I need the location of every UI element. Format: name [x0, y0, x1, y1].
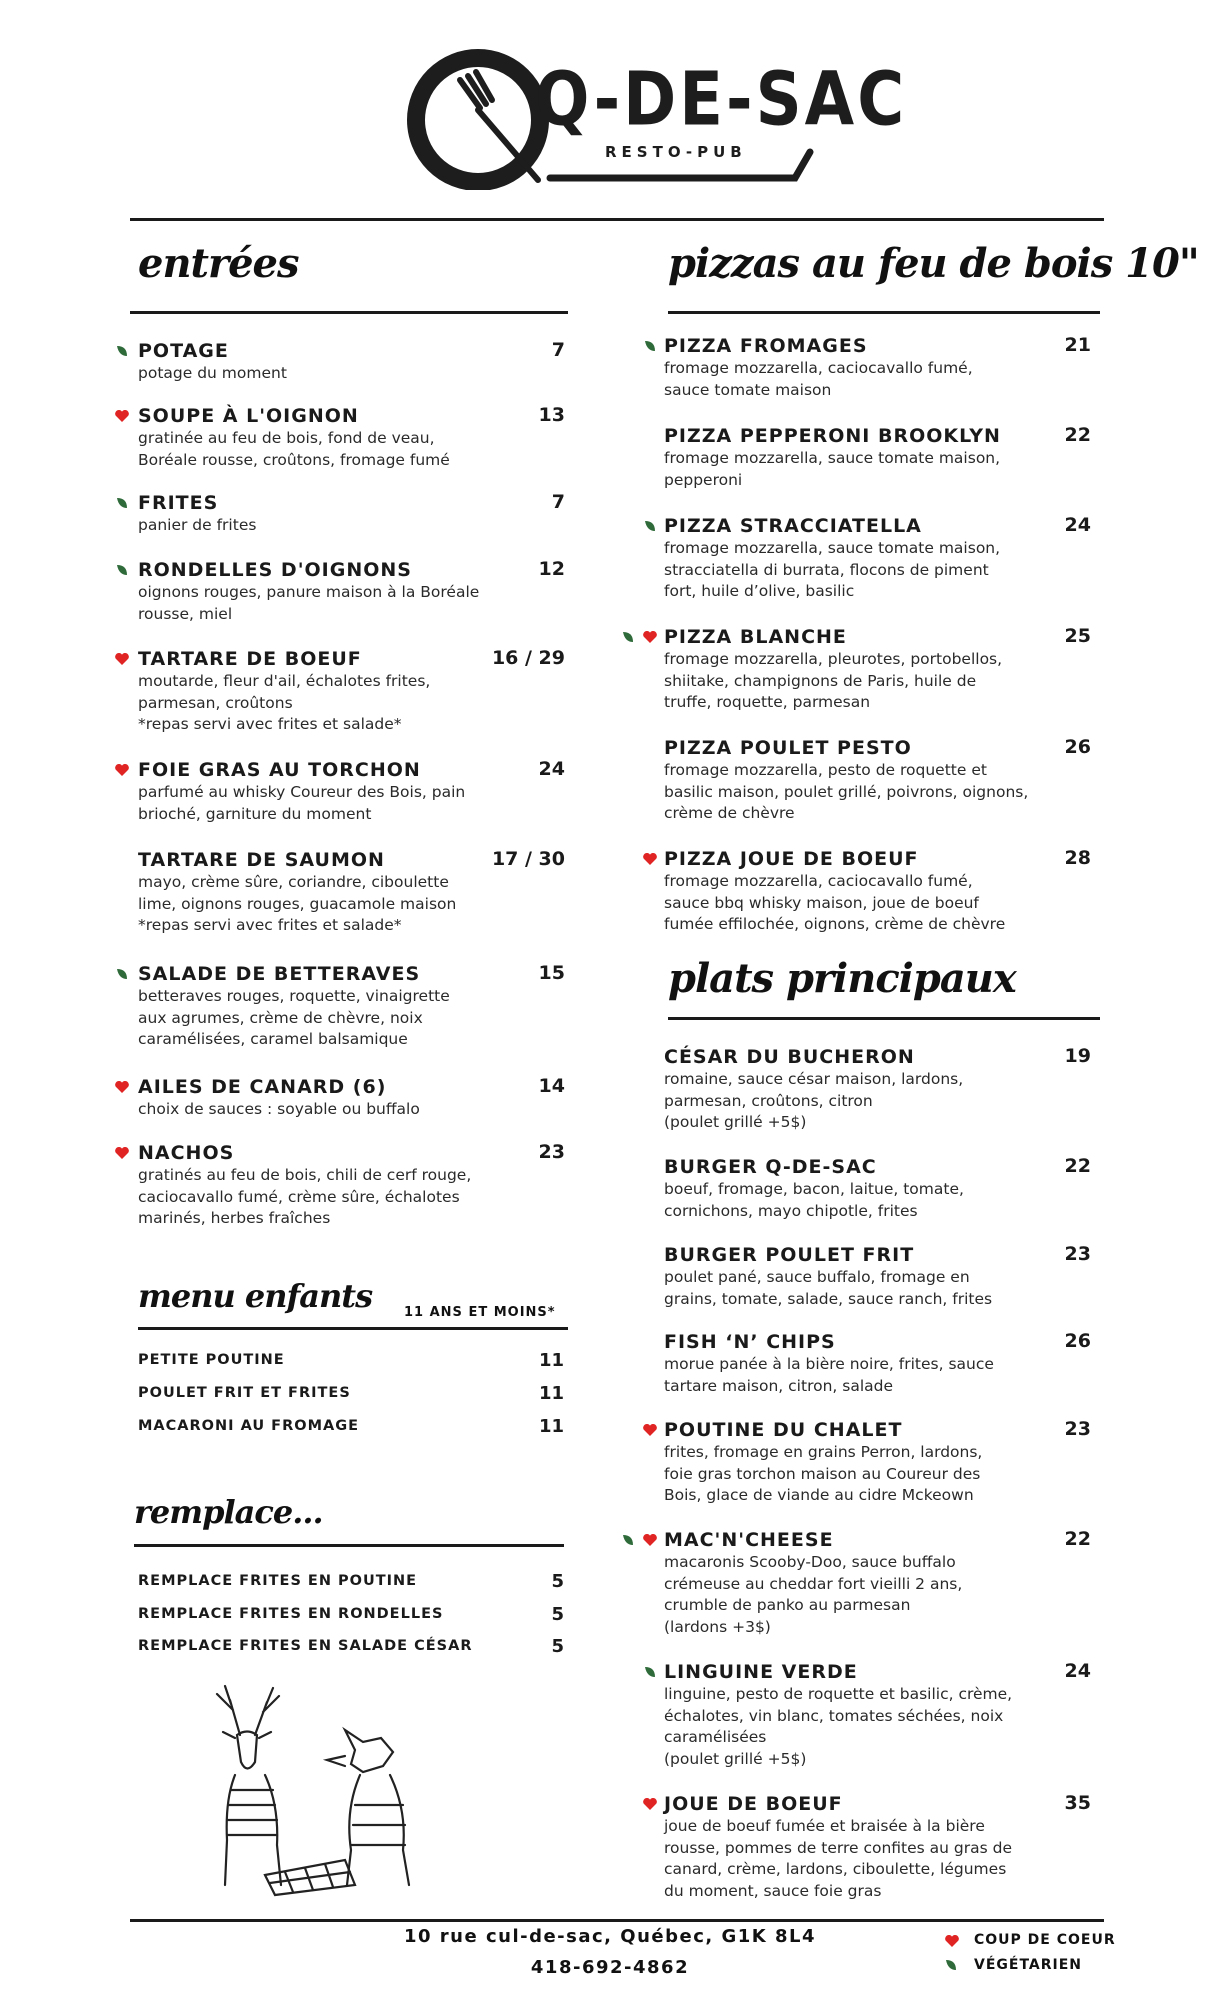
item-name: FRITES — [138, 492, 219, 514]
item-name: TARTARE DE SAUMON — [138, 849, 385, 871]
footer-divider — [130, 1919, 1104, 1922]
leaf-icon — [643, 339, 657, 353]
item-description: fromage mozzarella, sauce tomate maison, pepperoni — [664, 449, 1001, 489]
legend-heart-icon — [944, 1933, 960, 1949]
remplace-price: 5 — [551, 1604, 564, 1625]
plats-divider — [668, 1017, 1100, 1020]
item-price: 28 — [1064, 847, 1091, 869]
item-name: JOUE DE BOEUF — [664, 1793, 843, 1815]
item-description: frites, fromage en grains Perron, lardons, foie gras torchon maison au Coureur des Bois, glace de viande au cidre Mckeown — [664, 1443, 983, 1504]
item-description: fromage mozzarella, pleurotes, portobellos, shiitake, champignons de Paris, huile de truffe, roquette, parmesan — [664, 650, 1003, 711]
item-name: NACHOS — [138, 1142, 235, 1164]
item-description: morue panée à la bière noire, frites, sauce tartare maison, citron, salade — [664, 1355, 994, 1395]
leaf-icon — [115, 967, 129, 981]
item-price: 19 — [1064, 1045, 1091, 1067]
item-name: POTAGE — [138, 340, 229, 362]
item-description: oignons rouges, panure maison à la Boréale rousse, miel — [138, 583, 480, 623]
item-price: 23 — [538, 1141, 565, 1163]
leaf-icon — [115, 344, 129, 358]
heart-icon — [642, 851, 658, 867]
item-price: 7 — [551, 339, 565, 361]
heart-icon — [114, 651, 130, 667]
item-price: 21 — [1064, 334, 1091, 356]
item-description: fromage mozzarella, caciocavallo fumé, sauce tomate maison — [664, 359, 973, 399]
item-description: parfumé au whisky Coureur des Bois, pain brioché, garniture du moment — [138, 783, 466, 823]
item-price: 12 — [538, 558, 565, 580]
item-name: AILES DE CANARD (6) — [138, 1076, 387, 1098]
footer-phone: 418-692-4862 — [530, 1957, 690, 1978]
deer-wolf-illustration — [195, 1680, 425, 1900]
item-price: 25 — [1064, 625, 1091, 647]
item-price: 14 — [538, 1075, 565, 1097]
item-name: BURGER Q-DE-SAC — [664, 1156, 877, 1178]
item-price: 22 — [1064, 424, 1091, 446]
heart-icon — [642, 629, 658, 645]
legend-heart-label: COUP DE COEUR — [974, 1932, 1116, 1948]
leaf-icon — [115, 496, 129, 510]
item-name: FISH ‘N’ CHIPS — [664, 1331, 836, 1353]
heart-icon — [642, 1796, 658, 1812]
enfants-age-note: 11 ANS ET MOINS* — [404, 1305, 556, 1320]
item-description: fromage mozzarella, sauce tomate maison, stracciatella di burrata, flocons de piment fort, huile d’olive, basilic — [664, 539, 1001, 600]
item-name: SOUPE À L'OIGNON — [138, 405, 359, 427]
enfants-divider — [138, 1327, 568, 1330]
item-name: PIZZA PEPPERONI BROOKLYN — [664, 425, 1001, 447]
pizzas-divider — [668, 311, 1100, 314]
legend-leaf-icon — [944, 1958, 958, 1972]
leaf-icon — [621, 1533, 635, 1547]
item-name: PIZZA BLANCHE — [664, 626, 847, 648]
item-price: 13 — [538, 404, 565, 426]
deer-wolf-icon — [195, 1680, 425, 1900]
item-name: PIZZA FROMAGES — [664, 335, 868, 357]
remplace-title: remplace... — [134, 1493, 323, 1531]
item-description: poulet pané, sauce buffalo, fromage en grains, tomate, salade, sauce ranch, frites — [664, 1268, 993, 1308]
item-name: RONDELLES D'OIGNONS — [138, 559, 412, 581]
plats-title: plats principaux — [668, 955, 1016, 1002]
item-name: LINGUINE VERDE — [664, 1661, 858, 1683]
enfants-price: 11 — [538, 1416, 564, 1437]
item-price: 23 — [1064, 1418, 1091, 1440]
remplace-row: REMPLACE FRITES EN POUTINE — [138, 1573, 418, 1589]
item-description: gratinée au feu de bois, fond de veau, Boréale rousse, croûtons, fromage fumé — [138, 429, 450, 469]
item-description: romaine, sauce césar maison, lardons, parmesan, croûtons, citron (poulet grillé +5$) — [664, 1070, 964, 1131]
item-name: MAC'N'CHEESE — [664, 1529, 834, 1551]
item-description: potage du moment — [138, 364, 287, 382]
entrees-title: entrées — [138, 240, 299, 287]
heart-icon — [114, 1079, 130, 1095]
item-price: 15 — [538, 962, 565, 984]
item-description: choix de sauces : soyable ou buffalo — [138, 1100, 420, 1118]
item-name: SALADE DE BETTERAVES — [138, 963, 421, 985]
heart-icon — [642, 1422, 658, 1438]
remplace-price: 5 — [551, 1571, 564, 1592]
item-price: 24 — [538, 758, 565, 780]
item-price: 24 — [1064, 514, 1091, 536]
item-price: 22 — [1064, 1155, 1091, 1177]
item-name: PIZZA JOUE DE BOEUF — [664, 848, 919, 870]
footer-address: 10 rue cul-de-sac, Québec, G1K 8L4 — [403, 1926, 817, 1947]
item-name: PIZZA POULET PESTO — [664, 737, 912, 759]
leaf-icon — [115, 563, 129, 577]
item-price: 16 / 29 — [491, 647, 565, 669]
remplace-divider — [134, 1544, 564, 1547]
item-name: CÉSAR DU BUCHERON — [664, 1046, 915, 1068]
item-price: 24 — [1064, 1660, 1091, 1682]
leaf-icon — [643, 519, 657, 533]
item-description: moutarde, fleur d'ail, échalotes frites, parmesan, croûtons *repas servi avec frites et salade* — [138, 672, 431, 733]
item-price: 22 — [1064, 1528, 1091, 1550]
item-description: fromage mozzarella, pesto de roquette et basilic maison, poulet grillé, poivrons, oignons, crème de chèvre — [664, 761, 1029, 822]
item-price: 23 — [1064, 1243, 1091, 1265]
item-price: 26 — [1064, 1330, 1091, 1352]
remplace-price: 5 — [551, 1636, 564, 1657]
item-price: 17 / 30 — [491, 848, 565, 870]
heart-icon — [114, 1145, 130, 1161]
item-description: gratinés au feu de bois, chili de cerf rouge, caciocavallo fumé, crème sûre, échalotes marinés, herbes fraîches — [138, 1166, 472, 1227]
remplace-row: REMPLACE FRITES EN RONDELLES — [138, 1606, 444, 1622]
heart-icon — [642, 1532, 658, 1548]
enfants-row: PETITE POUTINE — [138, 1352, 285, 1368]
enfants-title: menu enfants — [138, 1277, 373, 1315]
item-name: PIZZA STRACCIATELLA — [664, 515, 922, 537]
item-price: 35 — [1064, 1792, 1091, 1814]
leaf-icon — [643, 1665, 657, 1679]
logo-subtitle: RESTO-PUB — [605, 143, 747, 161]
pizzas-title: pizzas au feu de bois 10" — [668, 240, 1199, 287]
item-description: fromage mozzarella, caciocavallo fumé, sauce bbq whisky maison, joue de boeuf fumée effilochée, oignons, crème de chèvre — [664, 872, 1006, 933]
item-name: TARTARE DE BOEUF — [138, 648, 362, 670]
heart-icon — [114, 762, 130, 778]
legend-leaf-label: VÉGÉTARIEN — [974, 1957, 1083, 1973]
enfants-price: 11 — [538, 1383, 564, 1404]
enfants-row: MACARONI AU FROMAGE — [138, 1418, 360, 1434]
item-name: BURGER POULET FRIT — [664, 1244, 915, 1266]
item-name: FOIE GRAS AU TORCHON — [138, 759, 421, 781]
item-price: 7 — [551, 491, 565, 513]
enfants-price: 11 — [538, 1350, 564, 1371]
enfants-row: POULET FRIT ET FRITES — [138, 1385, 351, 1401]
item-description: linguine, pesto de roquette et basilic, crème, échalotes, vin blanc, tomates séchées, noix caramélisées (poulet grillé +5$) — [664, 1685, 1013, 1768]
logo-title: Q-DE-SAC — [535, 58, 908, 144]
item-description: macaronis Scooby-Doo, sauce buffalo crémeuse au cheddar fort vieilli 2 ans, crumble de panko au parmesan (lardons +3$) — [664, 1553, 963, 1636]
item-description: panier de frites — [138, 516, 257, 534]
remplace-row: REMPLACE FRITES EN SALADE CÉSAR — [138, 1638, 473, 1654]
item-description: betteraves rouges, roquette, vinaigrette aux agrumes, crème de chèvre, noix caramélisées, caramel balsamique — [138, 987, 450, 1048]
heart-icon — [114, 408, 130, 424]
logo — [400, 40, 908, 190]
item-description: joue de boeuf fumée et braisée à la bière rousse, pommes de terre confites au gras de canard, crème, lardons, ciboulette, légumes du moment, sauce foie gras — [664, 1817, 1012, 1900]
top-divider — [130, 218, 1104, 221]
entrees-divider — [130, 311, 568, 314]
item-description: mayo, crème sûre, coriandre, ciboulette lime, oignons rouges, guacamole maison *repas servi avec frites et salade* — [138, 873, 457, 934]
leaf-icon — [621, 630, 635, 644]
item-description: boeuf, fromage, bacon, laitue, tomate, cornichons, mayo chipotle, frites — [664, 1180, 964, 1220]
item-name: POUTINE DU CHALET — [664, 1419, 903, 1441]
item-price: 26 — [1064, 736, 1091, 758]
